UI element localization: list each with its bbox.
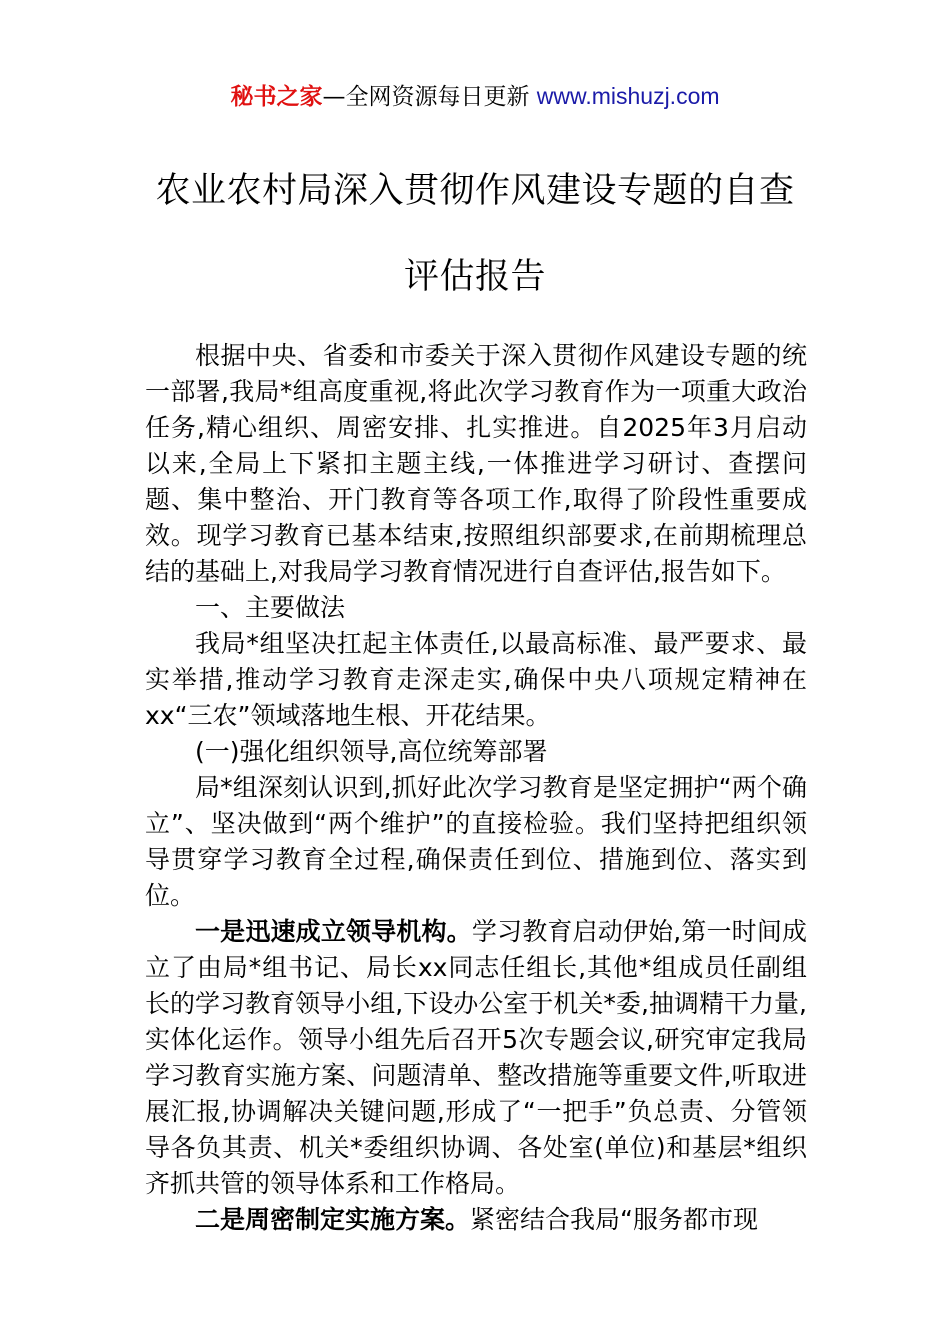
title-line-2: 评估报告	[403, 257, 546, 297]
point-two-text: 紧密结合我局“服务都市现	[470, 1205, 758, 1234]
document-title	[60, 148, 890, 320]
subsection-heading: (一)强化组织领导,高位统筹部署	[195, 737, 548, 766]
point-two-paragraph	[145, 1202, 807, 1238]
brand-name: 秘书之家	[230, 84, 323, 110]
header-tagline: —全网资源每日更新	[322, 84, 537, 110]
point-one-paragraph	[145, 914, 807, 1202]
title-line-1: 农业农村局深入贯彻作风建设专题的自查	[155, 171, 795, 211]
section-heading: 一、主要做法	[195, 593, 346, 622]
site-url[interactable]: www.mishuzj.com	[536, 83, 720, 109]
subsection-paragraph: 局*组深刻认识到,抓好此次学习教育是坚定拥护“两个确立”、坚决做到“两个维护”的直接检验。我们坚持把组织领导贯穿学习教育全过程,确保责任到位、措施到位、落实到位。	[145, 773, 807, 910]
site-header	[0, 80, 950, 113]
intro-paragraph: 根据中央、省委和市委关于深入贯彻作风建设专题的统一部署,我局*组高度重视,将此次学习教育作为一项重大政治任务,精心组织、周密安排、扎实推进。自2025年3月启动以来,全局上下紧扣主题主线,一体推进学习研讨、查摆问题、集中整治、开门教育等各项工作,取得了阶段性重要成效。现学习教育已基本结束,按照组织部要求,在前期梳理总结的基础上,对我局学习教育情况进行自查评估,报告如下。	[145, 341, 807, 586]
point-two-lead: 二是周密制定实施方案。	[195, 1205, 471, 1234]
document-body	[145, 338, 807, 1238]
point-one-text: 学习教育启动伊始,第一时间成立了由局*组书记、局长xx同志任组长,其他*组成员任副组长的学习教育领导小组,下设办公室于机关*委,抽调精干力量,实体化运作。领导小组先后召开5次专题会议,研究审定我局学习教育实施方案、问题清单、整改措施等重要文件,听取进展汇报,协调解决关键问题,形成了“一把手”负总责、分管领导各负其责、机关*委组织协调、各处室(单位)和基层*组织齐抓共管的领导体系和工作格局。	[145, 917, 807, 1198]
section-paragraph: 我局*组坚决扛起主体责任,以最高标准、最严要求、最实举措,推动学习教育走深走实,确保中央八项规定精神在xx“三农”领域落地生根、开花结果。	[145, 629, 807, 730]
point-one-lead: 一是迅速成立领导机构。	[195, 917, 472, 946]
